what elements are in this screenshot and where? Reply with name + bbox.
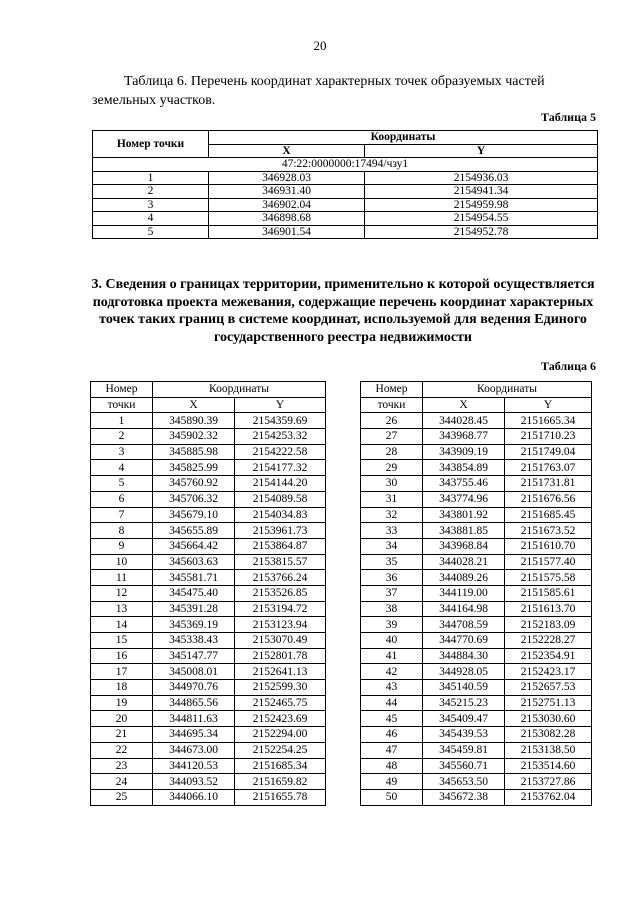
x-coordinate-cell: 344708.59 bbox=[423, 617, 505, 633]
table-row bbox=[91, 695, 326, 711]
table-row bbox=[91, 429, 326, 445]
point-number-cell: 8 bbox=[91, 523, 153, 539]
intro-paragraph: Таблица 6. Перечень координат характерных точек образуемых частей земельных участков. bbox=[92, 74, 545, 108]
y-coordinate-cell: 2151685.45 bbox=[505, 507, 592, 523]
x-coordinate-cell: 345885.98 bbox=[153, 444, 235, 460]
y-coordinate-cell: 2151685.34 bbox=[235, 758, 326, 774]
x-coordinate-cell: 345391.28 bbox=[153, 601, 235, 617]
x-coordinate-cell: 344028.21 bbox=[423, 554, 505, 570]
header-y: Y bbox=[365, 144, 598, 158]
point-number-cell: 1 bbox=[93, 171, 209, 185]
table-row bbox=[361, 507, 592, 523]
x-coordinate-cell: 344884.30 bbox=[423, 648, 505, 664]
point-number-cell: 45 bbox=[361, 711, 423, 727]
y-coordinate-cell: 2152641.13 bbox=[235, 664, 326, 680]
y-coordinate-cell: 2154222.58 bbox=[235, 444, 326, 460]
header-point-line2: точки bbox=[91, 397, 153, 413]
table-row bbox=[91, 538, 326, 554]
table-row bbox=[91, 758, 326, 774]
x-coordinate-cell: 344770.69 bbox=[423, 633, 505, 649]
x-coordinate-cell: 346928.03 bbox=[209, 171, 365, 185]
y-coordinate-cell: 2151577.40 bbox=[505, 554, 592, 570]
x-coordinate-cell: 345008.01 bbox=[153, 664, 235, 680]
point-number-cell: 2 bbox=[93, 185, 209, 199]
y-coordinate-cell: 2154936.03 bbox=[365, 171, 598, 185]
y-coordinate-cell: 2151676.56 bbox=[505, 491, 592, 507]
y-coordinate-cell: 2153514.60 bbox=[505, 758, 592, 774]
x-coordinate-cell: 345147.77 bbox=[153, 648, 235, 664]
y-coordinate-cell: 2154144.20 bbox=[235, 476, 326, 492]
point-number-cell: 3 bbox=[91, 444, 153, 460]
y-coordinate-cell: 2151665.34 bbox=[505, 413, 592, 429]
x-coordinate-cell: 345581.71 bbox=[153, 570, 235, 586]
table-row bbox=[93, 225, 598, 239]
table-row bbox=[91, 460, 326, 476]
x-coordinate-cell: 343909.19 bbox=[423, 444, 505, 460]
point-number-cell: 10 bbox=[91, 554, 153, 570]
point-number-cell: 24 bbox=[91, 774, 153, 790]
header-coordinates: Координаты bbox=[423, 382, 592, 398]
y-coordinate-cell: 2152423.69 bbox=[235, 711, 326, 727]
header-x: X bbox=[153, 397, 235, 413]
x-coordinate-cell: 344811.63 bbox=[153, 711, 235, 727]
point-number-cell: 30 bbox=[361, 476, 423, 492]
y-coordinate-cell: 2153030.60 bbox=[505, 711, 592, 727]
x-coordinate-cell: 343774.96 bbox=[423, 491, 505, 507]
x-coordinate-cell: 345890.39 bbox=[153, 413, 235, 429]
point-number-cell: 2 bbox=[91, 429, 153, 445]
point-number-cell: 35 bbox=[361, 554, 423, 570]
point-number-cell: 6 bbox=[91, 491, 153, 507]
table-row bbox=[91, 633, 326, 649]
y-coordinate-cell: 2153138.50 bbox=[505, 742, 592, 758]
table-row bbox=[361, 476, 592, 492]
y-coordinate-cell: 2154952.78 bbox=[365, 225, 598, 239]
x-coordinate-cell: 345475.40 bbox=[153, 585, 235, 601]
y-coordinate-cell: 2153070.49 bbox=[235, 633, 326, 649]
table-row bbox=[361, 429, 592, 445]
point-number-cell: 5 bbox=[91, 476, 153, 492]
point-number-cell: 4 bbox=[93, 212, 209, 226]
y-coordinate-cell: 2153727.86 bbox=[505, 774, 592, 790]
point-number-cell: 25 bbox=[91, 789, 153, 805]
table-row bbox=[361, 538, 592, 554]
x-coordinate-cell: 343854.89 bbox=[423, 460, 505, 476]
x-coordinate-cell: 344695.34 bbox=[153, 727, 235, 743]
table-row bbox=[91, 585, 326, 601]
point-number-cell: 32 bbox=[361, 507, 423, 523]
y-coordinate-cell: 2153526.85 bbox=[235, 585, 326, 601]
y-coordinate-cell: 2153766.24 bbox=[235, 570, 326, 586]
table-row bbox=[361, 633, 592, 649]
y-coordinate-cell: 2152599.30 bbox=[235, 680, 326, 696]
y-coordinate-cell: 2154359.69 bbox=[235, 413, 326, 429]
table-5 bbox=[92, 130, 598, 239]
x-coordinate-cell: 344120.53 bbox=[153, 758, 235, 774]
table-6-left bbox=[90, 381, 326, 806]
header-point-line1: Номер bbox=[91, 382, 153, 398]
table-row bbox=[91, 742, 326, 758]
table-row bbox=[361, 491, 592, 507]
x-coordinate-cell: 345902.32 bbox=[153, 429, 235, 445]
y-coordinate-cell: 2154253.32 bbox=[235, 429, 326, 445]
point-number-cell: 33 bbox=[361, 523, 423, 539]
point-number-cell: 29 bbox=[361, 460, 423, 476]
table-row bbox=[361, 601, 592, 617]
y-coordinate-cell: 2152228.27 bbox=[505, 633, 592, 649]
point-number-cell: 34 bbox=[361, 538, 423, 554]
point-number-cell: 41 bbox=[361, 648, 423, 664]
table-row bbox=[91, 711, 326, 727]
x-coordinate-cell: 343968.84 bbox=[423, 538, 505, 554]
y-coordinate-cell: 2151610.70 bbox=[505, 538, 592, 554]
x-coordinate-cell: 344970.76 bbox=[153, 680, 235, 696]
y-coordinate-cell: 2154941.34 bbox=[365, 185, 598, 199]
y-coordinate-cell: 2152294.00 bbox=[235, 727, 326, 743]
y-coordinate-cell: 2154959.98 bbox=[365, 198, 598, 212]
table-row bbox=[361, 648, 592, 664]
header-coordinates: Координаты bbox=[209, 131, 598, 145]
table-row bbox=[93, 198, 598, 212]
y-coordinate-cell: 2151655.78 bbox=[235, 789, 326, 805]
y-coordinate-cell: 2152423.17 bbox=[505, 664, 592, 680]
x-coordinate-cell: 345409.47 bbox=[423, 711, 505, 727]
y-coordinate-cell: 2153082.28 bbox=[505, 727, 592, 743]
table-row bbox=[361, 680, 592, 696]
table-row bbox=[361, 742, 592, 758]
point-number-cell: 46 bbox=[361, 727, 423, 743]
table-row bbox=[361, 617, 592, 633]
point-number-cell: 43 bbox=[361, 680, 423, 696]
table-row bbox=[91, 523, 326, 539]
x-coordinate-cell: 344673.00 bbox=[153, 742, 235, 758]
point-number-cell: 4 bbox=[91, 460, 153, 476]
header-x: X bbox=[209, 144, 365, 158]
table-row bbox=[361, 523, 592, 539]
y-coordinate-cell: 2151673.52 bbox=[505, 523, 592, 539]
x-coordinate-cell: 345439.53 bbox=[423, 727, 505, 743]
y-coordinate-cell: 2152657.53 bbox=[505, 680, 592, 696]
table-row bbox=[361, 664, 592, 680]
point-number-cell: 49 bbox=[361, 774, 423, 790]
header-y: Y bbox=[505, 397, 592, 413]
table-6-right bbox=[360, 381, 592, 806]
table-row bbox=[91, 554, 326, 570]
point-number-cell: 17 bbox=[91, 664, 153, 680]
table-row bbox=[91, 774, 326, 790]
y-coordinate-cell: 2153961.73 bbox=[235, 523, 326, 539]
x-coordinate-cell: 343801.92 bbox=[423, 507, 505, 523]
parcel-id: 47:22:0000000:17494/чзу1 bbox=[93, 158, 598, 172]
x-coordinate-cell: 343881.85 bbox=[423, 523, 505, 539]
point-number-cell: 5 bbox=[93, 225, 209, 239]
point-number-cell: 12 bbox=[91, 585, 153, 601]
y-coordinate-cell: 2153762.04 bbox=[505, 789, 592, 805]
y-coordinate-cell: 2153123.94 bbox=[235, 617, 326, 633]
x-coordinate-cell: 345653.50 bbox=[423, 774, 505, 790]
x-coordinate-cell: 345672.38 bbox=[423, 789, 505, 805]
table-row bbox=[91, 570, 326, 586]
x-coordinate-cell: 346898.68 bbox=[209, 212, 365, 226]
table-row bbox=[361, 444, 592, 460]
table-5-caption: Таблица 5 bbox=[541, 110, 596, 124]
table-row bbox=[91, 727, 326, 743]
point-number-cell: 48 bbox=[361, 758, 423, 774]
table-row bbox=[91, 680, 326, 696]
point-number-cell: 44 bbox=[361, 695, 423, 711]
point-number-cell: 38 bbox=[361, 601, 423, 617]
header-x: X bbox=[423, 397, 505, 413]
table-row bbox=[361, 774, 592, 790]
header-y: Y bbox=[235, 397, 326, 413]
x-coordinate-cell: 345369.19 bbox=[153, 617, 235, 633]
x-coordinate-cell: 344164.98 bbox=[423, 601, 505, 617]
table-row bbox=[361, 413, 592, 429]
y-coordinate-cell: 2154954.55 bbox=[365, 212, 598, 226]
x-coordinate-cell: 345215.23 bbox=[423, 695, 505, 711]
y-coordinate-cell: 2152354.91 bbox=[505, 648, 592, 664]
y-coordinate-cell: 2153815.57 bbox=[235, 554, 326, 570]
x-coordinate-cell: 344928.05 bbox=[423, 664, 505, 680]
table-row bbox=[93, 171, 598, 185]
y-coordinate-cell: 2151585.61 bbox=[505, 585, 592, 601]
point-number-cell: 18 bbox=[91, 680, 153, 696]
x-coordinate-cell: 343755.46 bbox=[423, 476, 505, 492]
table-row bbox=[361, 695, 592, 711]
page-number: 20 bbox=[313, 38, 327, 53]
table-row bbox=[91, 617, 326, 633]
x-coordinate-cell: 345603.63 bbox=[153, 554, 235, 570]
point-number-cell: 50 bbox=[361, 789, 423, 805]
y-coordinate-cell: 2154177.32 bbox=[235, 460, 326, 476]
point-number-cell: 14 bbox=[91, 617, 153, 633]
point-number-cell: 11 bbox=[91, 570, 153, 586]
point-number-cell: 22 bbox=[91, 742, 153, 758]
point-number-cell: 15 bbox=[91, 633, 153, 649]
point-number-cell: 26 bbox=[361, 413, 423, 429]
point-number-cell: 13 bbox=[91, 601, 153, 617]
point-number-cell: 21 bbox=[91, 727, 153, 743]
y-coordinate-cell: 2154034.83 bbox=[235, 507, 326, 523]
x-coordinate-cell: 345825.99 bbox=[153, 460, 235, 476]
table-row bbox=[91, 491, 326, 507]
point-number-cell: 31 bbox=[361, 491, 423, 507]
table-row bbox=[91, 507, 326, 523]
table-row bbox=[91, 789, 326, 805]
y-coordinate-cell: 2154089.58 bbox=[235, 491, 326, 507]
table-row bbox=[361, 460, 592, 476]
x-coordinate-cell: 345679.10 bbox=[153, 507, 235, 523]
point-number-cell: 3 bbox=[93, 198, 209, 212]
point-number-cell: 47 bbox=[361, 742, 423, 758]
y-coordinate-cell: 2152465.75 bbox=[235, 695, 326, 711]
table-row bbox=[93, 212, 598, 226]
table-row bbox=[91, 476, 326, 492]
point-number-cell: 16 bbox=[91, 648, 153, 664]
x-coordinate-cell: 346931.40 bbox=[209, 185, 365, 199]
x-coordinate-cell: 344066.10 bbox=[153, 789, 235, 805]
y-coordinate-cell: 2153194.72 bbox=[235, 601, 326, 617]
table-row bbox=[91, 601, 326, 617]
y-coordinate-cell: 2151659.82 bbox=[235, 774, 326, 790]
y-coordinate-cell: 2151710.23 bbox=[505, 429, 592, 445]
y-coordinate-cell: 2151613.70 bbox=[505, 601, 592, 617]
table-row bbox=[91, 413, 326, 429]
table-row bbox=[91, 648, 326, 664]
y-coordinate-cell: 2152183.09 bbox=[505, 617, 592, 633]
y-coordinate-cell: 2151749.04 bbox=[505, 444, 592, 460]
x-coordinate-cell: 345560.71 bbox=[423, 758, 505, 774]
x-coordinate-cell: 344089.26 bbox=[423, 570, 505, 586]
point-number-cell: 7 bbox=[91, 507, 153, 523]
point-number-cell: 37 bbox=[361, 585, 423, 601]
point-number-cell: 9 bbox=[91, 538, 153, 554]
table-row bbox=[361, 789, 592, 805]
y-coordinate-cell: 2151763.07 bbox=[505, 460, 592, 476]
point-number-cell: 27 bbox=[361, 429, 423, 445]
header-point-number: Номер точки bbox=[93, 131, 209, 158]
point-number-cell: 19 bbox=[91, 695, 153, 711]
point-number-cell: 40 bbox=[361, 633, 423, 649]
y-coordinate-cell: 2151575.58 bbox=[505, 570, 592, 586]
point-number-cell: 20 bbox=[91, 711, 153, 727]
y-coordinate-cell: 2152801.78 bbox=[235, 648, 326, 664]
x-coordinate-cell: 344119.00 bbox=[423, 585, 505, 601]
header-point-line1: Номер bbox=[361, 382, 423, 398]
table-row bbox=[361, 727, 592, 743]
x-coordinate-cell: 346902.04 bbox=[209, 198, 365, 212]
point-number-cell: 42 bbox=[361, 664, 423, 680]
table-row bbox=[361, 711, 592, 727]
table-row bbox=[91, 444, 326, 460]
section-title: 3. Сведения о границах территории, применительно к которой осуществляется подготовка проекта межевания, содержащие перечень координат характерных точек таких границ в системе координат, используемой для ведения Единого государственного реестра недвижимости bbox=[91, 277, 595, 345]
header-coordinates: Координаты bbox=[153, 382, 326, 398]
y-coordinate-cell: 2151731.81 bbox=[505, 476, 592, 492]
point-number-cell: 28 bbox=[361, 444, 423, 460]
y-coordinate-cell: 2153864.87 bbox=[235, 538, 326, 554]
x-coordinate-cell: 345664.42 bbox=[153, 538, 235, 554]
table-row bbox=[361, 554, 592, 570]
x-coordinate-cell: 345655.89 bbox=[153, 523, 235, 539]
table-row bbox=[361, 570, 592, 586]
table-row bbox=[93, 185, 598, 199]
x-coordinate-cell: 345706.32 bbox=[153, 491, 235, 507]
x-coordinate-cell: 344093.52 bbox=[153, 774, 235, 790]
x-coordinate-cell: 344028.45 bbox=[423, 413, 505, 429]
point-number-cell: 39 bbox=[361, 617, 423, 633]
x-coordinate-cell: 344865.56 bbox=[153, 695, 235, 711]
point-number-cell: 23 bbox=[91, 758, 153, 774]
x-coordinate-cell: 345459.81 bbox=[423, 742, 505, 758]
x-coordinate-cell: 345338.43 bbox=[153, 633, 235, 649]
table-6-caption: Таблица 6 bbox=[541, 359, 596, 373]
x-coordinate-cell: 345140.59 bbox=[423, 680, 505, 696]
x-coordinate-cell: 345760.92 bbox=[153, 476, 235, 492]
table-row bbox=[361, 585, 592, 601]
y-coordinate-cell: 2152751.13 bbox=[505, 695, 592, 711]
point-number-cell: 1 bbox=[91, 413, 153, 429]
point-number-cell: 36 bbox=[361, 570, 423, 586]
x-coordinate-cell: 346901.54 bbox=[209, 225, 365, 239]
x-coordinate-cell: 343968.77 bbox=[423, 429, 505, 445]
table-row bbox=[361, 758, 592, 774]
table-row bbox=[91, 664, 326, 680]
header-point-line2: точки bbox=[361, 397, 423, 413]
y-coordinate-cell: 2152254.25 bbox=[235, 742, 326, 758]
